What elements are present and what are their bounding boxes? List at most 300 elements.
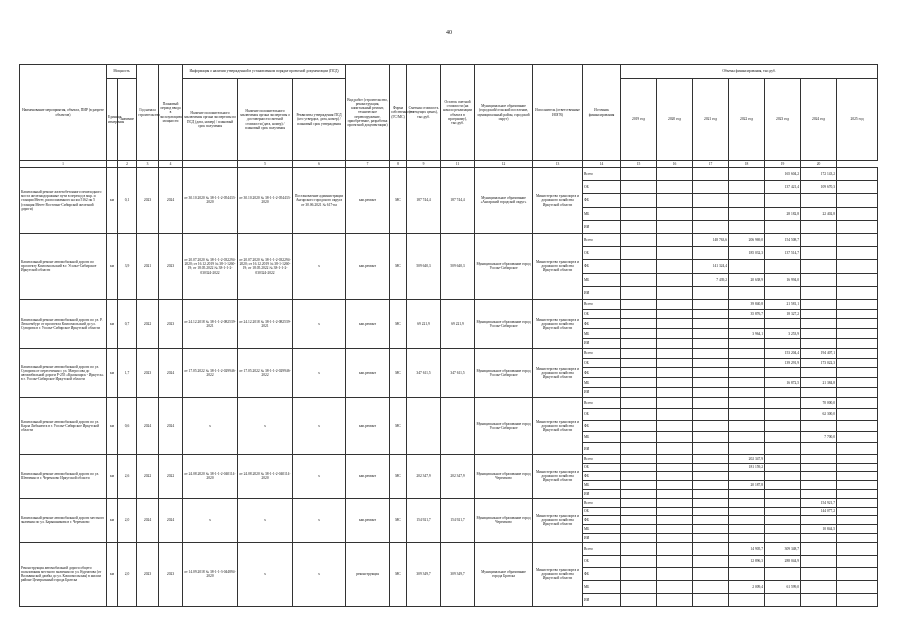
object-cost-expertise: от 24.12.2018 № 38-1-1-2-082539-2021 xyxy=(238,299,293,348)
fin-value xyxy=(765,498,801,507)
fin-value xyxy=(657,472,693,481)
fin-value xyxy=(801,220,837,233)
fin-value: 3 964,1 xyxy=(729,329,765,339)
fin-source-label: ИИ xyxy=(583,489,621,498)
fin-value xyxy=(801,260,837,273)
object-executor: Министерство транспорта и дорожного хозяйства Иркутской области xyxy=(533,542,583,606)
fin-value xyxy=(621,348,657,358)
fin-value xyxy=(657,443,693,454)
fin-value xyxy=(621,581,657,594)
fin-value xyxy=(693,581,729,594)
object-period: 2024 xyxy=(159,348,183,397)
column-number: 6 xyxy=(293,161,346,168)
header-value: Значение xyxy=(118,79,137,161)
fin-value xyxy=(693,309,729,319)
fin-value xyxy=(729,339,765,349)
fin-value xyxy=(837,533,878,542)
fin-source-label: ОБ xyxy=(583,507,621,516)
fin-value xyxy=(729,489,765,498)
fin-value xyxy=(837,498,878,507)
header-unit: Единица измерения xyxy=(107,79,118,161)
fin-value xyxy=(693,507,729,516)
fin-value xyxy=(729,358,765,368)
object-work-type: кап.ремонт xyxy=(346,233,390,299)
fin-value xyxy=(621,454,657,463)
fin-value xyxy=(837,339,878,349)
fin-value xyxy=(693,220,729,233)
object-approval: х xyxy=(293,233,346,299)
fin-value xyxy=(837,348,878,358)
fin-value: 154 921,7 xyxy=(801,498,837,507)
fin-value: 7 700,0 xyxy=(801,432,837,443)
object-period: 2023 xyxy=(159,542,183,606)
object-work-type: кап.ремонт xyxy=(346,299,390,348)
fin-value xyxy=(693,388,729,398)
object-remaining: 509 640,3 xyxy=(441,233,475,299)
header-source: Источник финансирования xyxy=(583,65,621,161)
header-est-cost: Сметная стоимость (в текущих ценах), тыс.руб. xyxy=(407,65,441,161)
header-executor: Исполнитель (ответственные ИОГВ) xyxy=(533,65,583,161)
fin-value xyxy=(765,368,801,378)
object-cost: 69 221,9 xyxy=(407,299,441,348)
fin-value xyxy=(765,397,801,408)
object-value: 2,6 xyxy=(118,454,137,498)
column-number: 7 xyxy=(346,161,390,168)
fin-value xyxy=(621,181,657,194)
fin-value: 181 159,2 xyxy=(729,463,765,472)
fin-value xyxy=(837,207,878,220)
object-unit: км xyxy=(107,498,118,542)
fin-value xyxy=(621,388,657,398)
fin-value xyxy=(621,525,657,534)
fin-value xyxy=(729,194,765,207)
fin-source-label: МБ xyxy=(583,525,621,534)
fin-value xyxy=(801,319,837,329)
fin-value xyxy=(657,507,693,516)
object-value: 0,6 xyxy=(118,397,137,454)
fin-value xyxy=(657,358,693,368)
fin-value xyxy=(765,443,801,454)
fin-value xyxy=(765,463,801,472)
header-ownership: Форма собственности (ГС/МС) xyxy=(390,65,407,161)
fin-value: 173 022,3 xyxy=(801,358,837,368)
fin-value: 14 905,7 xyxy=(729,542,765,555)
fin-value: 139 291,9 xyxy=(765,358,801,368)
fin-value xyxy=(621,533,657,542)
fin-value: 12 896,3 xyxy=(729,555,765,568)
fin-value xyxy=(621,542,657,555)
fin-source-label: Всего xyxy=(583,233,621,246)
table-row xyxy=(20,348,878,358)
table-row xyxy=(20,542,878,555)
fin-value xyxy=(693,299,729,309)
fin-value xyxy=(657,581,693,594)
fin-value xyxy=(657,168,693,181)
object-ownership: МС xyxy=(390,168,407,234)
fin-value xyxy=(621,397,657,408)
object-work-type: кап.ремонт xyxy=(346,348,390,397)
fin-value xyxy=(837,299,878,309)
fin-value xyxy=(837,319,878,329)
fin-value xyxy=(657,194,693,207)
object-executor: Министерство транспорта и дорожного хозяйства Иркутской области xyxy=(533,348,583,397)
column-number: 16 xyxy=(657,161,693,168)
column-number: 19 xyxy=(765,161,801,168)
object-remaining: 154 921,7 xyxy=(441,498,475,542)
column-number: 15 xyxy=(621,161,657,168)
column-number: 1 xyxy=(20,161,107,168)
object-ownership: МС xyxy=(390,454,407,498)
fin-value xyxy=(765,220,801,233)
object-remaining: 187 744,4 xyxy=(441,168,475,234)
object-expertise: от 17.05.2022 № 38-1-1-2-029946-2022 xyxy=(183,348,238,397)
fin-value xyxy=(837,555,878,568)
fin-value xyxy=(765,319,801,329)
fin-value xyxy=(801,233,837,246)
fin-value xyxy=(801,299,837,309)
object-expertise: х xyxy=(183,397,238,454)
fin-value xyxy=(621,368,657,378)
object-ownership: МС xyxy=(390,299,407,348)
fin-value: 141 324,4 xyxy=(693,260,729,273)
fin-value xyxy=(621,472,657,481)
fin-value xyxy=(729,378,765,388)
fin-value xyxy=(657,533,693,542)
fin-value xyxy=(693,481,729,490)
fin-value xyxy=(837,593,878,606)
fin-source-label: МБ xyxy=(583,329,621,339)
fin-value xyxy=(621,233,657,246)
header-work-type: Вид работ (строительство, реконструкция, капитальный ремонт, техническое перевооружение, приобретение, разработка проектной документации) xyxy=(346,65,390,161)
object-unit: км xyxy=(107,168,118,234)
fin-value xyxy=(621,507,657,516)
header-year: 2022 год xyxy=(729,79,765,161)
object-expertise: х xyxy=(183,498,238,542)
fin-value xyxy=(729,472,765,481)
fin-value xyxy=(837,181,878,194)
fin-value xyxy=(693,348,729,358)
fin-source-label: Всего xyxy=(583,168,621,181)
fin-source-label: МБ xyxy=(583,378,621,388)
fin-value xyxy=(657,339,693,349)
object-municipality: Муниципальное образование «Ангарский городской округ» xyxy=(475,168,533,234)
object-municipality: Муниципальное образование города Братска xyxy=(475,542,533,606)
fin-value xyxy=(693,207,729,220)
fin-value xyxy=(729,368,765,378)
fin-value xyxy=(657,593,693,606)
fin-value xyxy=(693,368,729,378)
fin-value xyxy=(729,507,765,516)
fin-value: 22 402,8 xyxy=(801,207,837,220)
fin-value xyxy=(657,286,693,299)
object-cost: 509 640,3 xyxy=(407,233,441,299)
fin-value xyxy=(837,260,878,273)
object-name: Капитальный ремонт автомобильной дороги местного значения по ул. Барышникова в г. Черемхово xyxy=(20,498,107,542)
object-value: 2,0 xyxy=(118,498,137,542)
fin-value xyxy=(693,420,729,431)
fin-source-label: ФБ xyxy=(583,516,621,525)
table-row xyxy=(20,454,878,463)
object-expertise: от 24.12.2018 № 38-1-1-2-082539-2021 xyxy=(183,299,238,348)
object-cost: 309 349,7 xyxy=(407,542,441,606)
object-start-year: 2023 xyxy=(137,348,159,397)
fin-value xyxy=(837,378,878,388)
column-number xyxy=(183,161,238,168)
fin-value xyxy=(729,432,765,443)
column-number: 5 xyxy=(238,161,293,168)
fin-value xyxy=(621,498,657,507)
fin-value xyxy=(765,454,801,463)
fin-value xyxy=(837,454,878,463)
fin-value xyxy=(837,507,878,516)
fin-value xyxy=(657,542,693,555)
object-ownership: МС xyxy=(390,397,407,454)
object-unit: км xyxy=(107,454,118,498)
fin-value xyxy=(837,463,878,472)
table-row xyxy=(20,498,878,507)
object-name: Капитальный ремонт автомобильной дороги по ул. Карла Либкнехта в г. Усолье-Сибирское Иркутской области xyxy=(20,397,107,454)
fin-value xyxy=(657,309,693,319)
fin-value xyxy=(801,443,837,454)
fin-value: 21 384,8 xyxy=(801,378,837,388)
column-number: 11 xyxy=(441,161,475,168)
fin-source-label: Всего xyxy=(583,454,621,463)
fin-value xyxy=(801,516,837,525)
object-start-year: 2022 xyxy=(137,299,159,348)
table-row xyxy=(20,233,878,246)
fin-source-label: ОБ xyxy=(583,463,621,472)
fin-value xyxy=(621,443,657,454)
object-ownership: МС xyxy=(390,542,407,606)
fin-value xyxy=(657,348,693,358)
fin-value xyxy=(729,498,765,507)
fin-value xyxy=(729,388,765,398)
object-period: 2022 xyxy=(159,454,183,498)
fin-value: 148 763,6 xyxy=(693,233,729,246)
column-number: 14 xyxy=(583,161,621,168)
object-name: Капитальный ремонт автомобильной дороги по проспекту Комсомольский в г. Усолье-Сибирское Иркутской области xyxy=(20,233,107,299)
fin-value xyxy=(765,472,801,481)
object-municipality: Муниципальное образование город Черемхово xyxy=(475,498,533,542)
object-cost xyxy=(407,397,441,454)
fin-value xyxy=(837,220,878,233)
object-name: Капитальный ремонт железобетонного пешеходного моста железнодорожные пути в переход в мкр. и станции Мегет, расположенного на км 5162 пк 5 (станция Мегет Восточно-Сибирской железной дороги) xyxy=(20,168,107,234)
fin-value xyxy=(837,481,878,490)
header-approval: Реквизиты утверждения ПСД (кто утвердил, дата, номер) / плановый срок утверждения xyxy=(293,79,346,161)
fin-value xyxy=(621,319,657,329)
fin-value xyxy=(621,207,657,220)
fin-value xyxy=(657,233,693,246)
fin-value xyxy=(693,443,729,454)
fin-value xyxy=(693,498,729,507)
fin-value xyxy=(765,593,801,606)
page-number: 40 xyxy=(446,30,452,36)
object-remaining: 347 611,5 xyxy=(441,348,475,397)
fin-value: 2 009,4 xyxy=(729,581,765,594)
fin-value: 20 638,9 xyxy=(729,273,765,286)
fin-value: 153 204,4 xyxy=(765,348,801,358)
fin-value xyxy=(693,463,729,472)
object-value: 1,7 xyxy=(118,348,137,397)
object-unit: км xyxy=(107,348,118,397)
header-power: Мощность xyxy=(107,65,137,79)
fin-value: 70 000,0 xyxy=(801,397,837,408)
fin-value xyxy=(657,220,693,233)
header-year: 2023 год xyxy=(765,79,801,161)
fin-source-label: Всего xyxy=(583,299,621,309)
object-cost-expertise: от 30.10.2020 № 38-1-1-2-054433-2020 xyxy=(238,168,293,234)
object-cost-expertise: от 20.07.2020 № 38-1-1-2-032294-2020; от 16.12.2019 № 38-1-1260-19; от 18.05.2022 № 38-1-1-2-030324-2022 xyxy=(238,233,293,299)
fin-value xyxy=(765,388,801,398)
object-period: 2024 xyxy=(159,397,183,454)
header-year: 2024 год xyxy=(801,79,837,161)
fin-value xyxy=(657,181,693,194)
object-expertise: от 30.10.2020 № 38-1-1-2-054433-2020 xyxy=(183,168,238,234)
object-period: 2023 xyxy=(159,299,183,348)
fin-source-label: Всего xyxy=(583,498,621,507)
fin-source-label: ОБ xyxy=(583,358,621,368)
column-number: 2 xyxy=(118,161,137,168)
fin-value xyxy=(657,260,693,273)
fin-value xyxy=(621,329,657,339)
fin-source-label: ИИ xyxy=(583,388,621,398)
header-cost-expertise: Наличие положительного заключения органа экспертизы о достоверности сметной стоимости (дата, номер) / плановый срок получения xyxy=(238,79,293,161)
fin-value xyxy=(837,388,878,398)
column-number: 17 xyxy=(693,161,729,168)
fin-value xyxy=(837,273,878,286)
object-approval: х xyxy=(293,348,346,397)
fin-value xyxy=(621,299,657,309)
fin-value xyxy=(621,409,657,420)
fin-value xyxy=(837,329,878,339)
object-executor: Министерство транспорта и дорожного хозяйства Иркутской области xyxy=(533,397,583,454)
fin-value xyxy=(765,420,801,431)
fin-value xyxy=(837,233,878,246)
fin-value xyxy=(729,420,765,431)
fin-value xyxy=(693,568,729,581)
fin-value: 62 300,0 xyxy=(801,409,837,420)
object-municipality: Муниципальное образование город Усолье-Сибирское xyxy=(475,299,533,348)
fin-value xyxy=(729,568,765,581)
fin-source-label: Всего xyxy=(583,348,621,358)
fin-value: 109 670,3 xyxy=(801,181,837,194)
fin-value xyxy=(657,463,693,472)
fin-value xyxy=(621,339,657,349)
fin-value: 16 872,5 xyxy=(765,378,801,388)
column-number: 8 xyxy=(390,161,407,168)
fin-value: 61 599,0 xyxy=(765,581,801,594)
fin-value xyxy=(657,397,693,408)
fin-value xyxy=(801,593,837,606)
fin-value xyxy=(657,329,693,339)
fin-value xyxy=(837,542,878,555)
fin-value xyxy=(837,432,878,443)
fin-source-label: МБ xyxy=(583,481,621,490)
fin-value xyxy=(621,358,657,368)
fin-source-label: Всего xyxy=(583,542,621,555)
fin-value xyxy=(657,368,693,378)
fin-value xyxy=(657,420,693,431)
table-row xyxy=(20,397,878,408)
object-executor: Министерство транспорта и дорожного хозяйства Иркутской области xyxy=(533,233,583,299)
fin-value xyxy=(729,181,765,194)
header-year: 2020 год xyxy=(657,79,693,161)
fin-value xyxy=(801,309,837,319)
fin-value xyxy=(801,581,837,594)
object-cost: 347 611,5 xyxy=(407,348,441,397)
fin-value xyxy=(837,516,878,525)
fin-value xyxy=(801,533,837,542)
fin-value xyxy=(657,481,693,490)
fin-value xyxy=(765,194,801,207)
fin-value: 137 421,4 xyxy=(765,181,801,194)
object-municipality: Муниципальное образование город Черемхово xyxy=(475,454,533,498)
fin-value xyxy=(729,593,765,606)
fin-value: 137 514,7 xyxy=(765,247,801,260)
fin-value xyxy=(621,194,657,207)
fin-source-label: ФБ xyxy=(583,194,621,207)
fin-value xyxy=(657,525,693,534)
fin-value xyxy=(801,247,837,260)
fin-value xyxy=(765,507,801,516)
fin-value xyxy=(765,533,801,542)
fin-source-label: ОБ xyxy=(583,247,621,260)
fin-value xyxy=(801,273,837,286)
fin-value xyxy=(657,409,693,420)
fin-value: 309 348,7 xyxy=(765,542,801,555)
fin-value xyxy=(801,368,837,378)
fin-value xyxy=(765,339,801,349)
fin-value xyxy=(765,481,801,490)
fin-value xyxy=(657,454,693,463)
fin-source-label: МБ xyxy=(583,432,621,443)
object-remaining: 202 347,9 xyxy=(441,454,475,498)
column-number: 4 xyxy=(159,161,183,168)
object-work-type: кап.ремонт xyxy=(346,397,390,454)
fin-value xyxy=(621,273,657,286)
fin-value xyxy=(621,420,657,431)
fin-value xyxy=(621,247,657,260)
fin-value: 172 143,2 xyxy=(801,168,837,181)
fin-value xyxy=(621,568,657,581)
fin-source-label: ФБ xyxy=(583,260,621,273)
object-remaining xyxy=(441,397,475,454)
object-cost: 154 921,7 xyxy=(407,498,441,542)
object-value: 0,1 xyxy=(118,168,137,234)
fin-value xyxy=(729,533,765,542)
fin-value xyxy=(729,397,765,408)
fin-source-label: ИИ xyxy=(583,533,621,542)
fin-value xyxy=(693,181,729,194)
fin-value: 202 347,9 xyxy=(729,454,765,463)
fin-value xyxy=(765,409,801,420)
header-funding: Объемы финансирования, тыс.руб. xyxy=(621,65,878,79)
header-year: 2019 год xyxy=(621,79,657,161)
object-start-year: 2024 xyxy=(137,397,159,454)
fin-value xyxy=(693,378,729,388)
fin-value xyxy=(693,319,729,329)
fin-value: 16 994,0 xyxy=(765,273,801,286)
fin-source-label: ФБ xyxy=(583,319,621,329)
fin-value xyxy=(765,525,801,534)
fin-value xyxy=(801,420,837,431)
fin-value xyxy=(621,432,657,443)
object-unit: км xyxy=(107,233,118,299)
fin-source-label: ФБ xyxy=(583,472,621,481)
object-municipality: Муниципальное образование город Усолье-Сибирское xyxy=(475,348,533,397)
header-name: Наименование мероприятия, объекта, ПИР (в разрезе объектов) xyxy=(20,65,107,161)
fin-value: 144 077,2 xyxy=(801,507,837,516)
